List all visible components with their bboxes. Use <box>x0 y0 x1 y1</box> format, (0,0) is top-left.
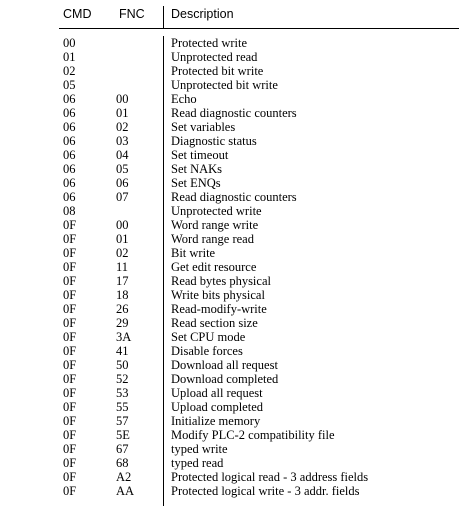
cell-cmd: 06 <box>63 92 76 106</box>
header-description: Description <box>171 7 234 21</box>
cell-description: Set ENQs <box>171 176 221 190</box>
cell-description: Diagnostic status <box>171 134 257 148</box>
cell-description: Read diagnostic counters <box>171 190 297 204</box>
table-row <box>59 344 459 358</box>
cell-description: Read diagnostic counters <box>171 106 297 120</box>
cell-cmd: 06 <box>63 120 76 134</box>
cell-fnc: 50 <box>116 358 129 372</box>
table-header <box>59 6 459 26</box>
cell-cmd: 05 <box>63 78 76 92</box>
cell-fnc: 11 <box>116 260 129 274</box>
table-row <box>59 358 459 372</box>
cell-cmd: 0F <box>63 260 77 274</box>
table-row <box>59 470 459 484</box>
cell-description: Unprotected write <box>171 204 262 218</box>
cell-fnc: 68 <box>116 456 129 470</box>
cell-fnc: 53 <box>116 386 129 400</box>
cell-description: Read-modify-write <box>171 302 267 316</box>
cell-cmd: 08 <box>63 204 76 218</box>
table-row <box>59 204 459 218</box>
table-row <box>59 64 459 78</box>
table-row <box>59 218 459 232</box>
cell-description: Download completed <box>171 372 279 386</box>
cell-description: Protected bit write <box>171 64 264 78</box>
cell-cmd: 0F <box>63 330 77 344</box>
cell-fnc: 5E <box>116 428 130 442</box>
cell-fnc: 02 <box>116 246 129 260</box>
cell-fnc: A2 <box>116 470 132 484</box>
cell-cmd: 0F <box>63 232 77 246</box>
cell-fnc: 3A <box>116 330 132 344</box>
cell-description: Read section size <box>171 316 258 330</box>
cell-cmd: 0F <box>63 386 77 400</box>
cell-description: Set variables <box>171 120 236 134</box>
cell-fnc: 00 <box>116 92 129 106</box>
cell-description: Disable forces <box>171 344 243 358</box>
table-row <box>59 92 459 106</box>
cell-description: Word range read <box>171 232 254 246</box>
cell-cmd: 06 <box>63 106 76 120</box>
cell-cmd: 0F <box>63 302 77 316</box>
cell-fnc: 18 <box>116 288 129 302</box>
cell-fnc: 57 <box>116 414 129 428</box>
table-row <box>59 428 459 442</box>
table-row <box>59 232 459 246</box>
cell-cmd: 0F <box>63 470 77 484</box>
cell-fnc: 67 <box>116 442 129 456</box>
cell-cmd: 0F <box>63 484 77 498</box>
cell-cmd: 06 <box>63 162 76 176</box>
cell-fnc: 41 <box>116 344 129 358</box>
cell-fnc: 02 <box>116 120 129 134</box>
cell-fnc: AA <box>116 484 135 498</box>
cell-fnc: 29 <box>116 316 129 330</box>
table-row <box>59 442 459 456</box>
cell-description: Protected logical read - 3 address fields <box>171 470 369 484</box>
header-divider-horizontal <box>59 28 459 29</box>
cell-cmd: 0F <box>63 372 77 386</box>
table-row <box>59 246 459 260</box>
table-row <box>59 50 459 64</box>
table-row <box>59 316 459 330</box>
cell-cmd: 02 <box>63 64 76 78</box>
header-divider-vertical <box>163 6 164 28</box>
cell-cmd: 0F <box>63 246 77 260</box>
header-cmd: CMD <box>63 7 92 21</box>
table-row <box>59 400 459 414</box>
cell-cmd: 0F <box>63 456 77 470</box>
cell-description: Word range write <box>171 218 259 232</box>
table-row <box>59 330 459 344</box>
cell-fnc: 06 <box>116 176 129 190</box>
cell-cmd: 0F <box>63 288 77 302</box>
table-row <box>59 148 459 162</box>
cell-description: Set timeout <box>171 148 229 162</box>
cell-description: Unprotected bit write <box>171 78 278 92</box>
cell-cmd: 06 <box>63 134 76 148</box>
table-row <box>59 456 459 470</box>
cell-description: Upload completed <box>171 400 263 414</box>
cell-description: typed read <box>171 456 224 470</box>
cell-cmd: 0F <box>63 274 77 288</box>
table-row <box>59 302 459 316</box>
cell-fnc: 01 <box>116 232 129 246</box>
cell-description: Write bits physical <box>171 288 265 302</box>
cell-cmd: 0F <box>63 316 77 330</box>
table-row <box>59 78 459 92</box>
cell-description: Modify PLC-2 compatibility file <box>171 428 335 442</box>
cell-fnc: 17 <box>116 274 129 288</box>
cell-cmd: 0F <box>63 414 77 428</box>
cell-cmd: 06 <box>63 190 76 204</box>
cell-fnc: 26 <box>116 302 129 316</box>
cell-cmd: 0F <box>63 442 77 456</box>
cell-cmd: 01 <box>63 50 76 64</box>
table-row <box>59 176 459 190</box>
cell-fnc: 07 <box>116 190 129 204</box>
table-row <box>59 36 459 50</box>
cell-fnc: 05 <box>116 162 129 176</box>
table-row <box>59 120 459 134</box>
cell-cmd: 00 <box>63 36 76 50</box>
cell-description: Protected logical write - 3 addr. fields <box>171 484 360 498</box>
table-row <box>59 190 459 204</box>
table-row <box>59 260 459 274</box>
cell-description: Unprotected read <box>171 50 258 64</box>
cell-fnc: 04 <box>116 148 129 162</box>
cell-description: Get edit resource <box>171 260 257 274</box>
cell-cmd: 06 <box>63 176 76 190</box>
cell-description: Set CPU mode <box>171 330 246 344</box>
table-row <box>59 288 459 302</box>
cell-fnc: 52 <box>116 372 129 386</box>
table-row <box>59 106 459 120</box>
table-row <box>59 414 459 428</box>
table-row <box>59 372 459 386</box>
cell-description: typed write <box>171 442 228 456</box>
table-row <box>59 134 459 148</box>
cell-fnc: 01 <box>116 106 129 120</box>
cell-description: Bit write <box>171 246 216 260</box>
cell-description: Download all request <box>171 358 278 372</box>
table-row <box>59 162 459 176</box>
cell-description: Echo <box>171 92 197 106</box>
cell-fnc: 55 <box>116 400 129 414</box>
cell-description: Set NAKs <box>171 162 223 176</box>
cell-description: Read bytes physical <box>171 274 271 288</box>
cell-cmd: 06 <box>63 148 76 162</box>
cell-description: Upload all request <box>171 386 263 400</box>
table-row <box>59 274 459 288</box>
cell-cmd: 0F <box>63 400 77 414</box>
cell-cmd: 0F <box>63 428 77 442</box>
cell-description: Initialize memory <box>171 414 261 428</box>
cell-cmd: 0F <box>63 218 77 232</box>
table-row <box>59 386 459 400</box>
cell-fnc: 00 <box>116 218 129 232</box>
cell-cmd: 0F <box>63 344 77 358</box>
table-body <box>59 36 459 498</box>
cell-fnc: 03 <box>116 134 129 148</box>
cell-cmd: 0F <box>63 358 77 372</box>
header-fnc: FNC <box>119 7 145 21</box>
command-table <box>59 6 459 498</box>
table-row <box>59 484 459 498</box>
cell-description: Protected write <box>171 36 248 50</box>
